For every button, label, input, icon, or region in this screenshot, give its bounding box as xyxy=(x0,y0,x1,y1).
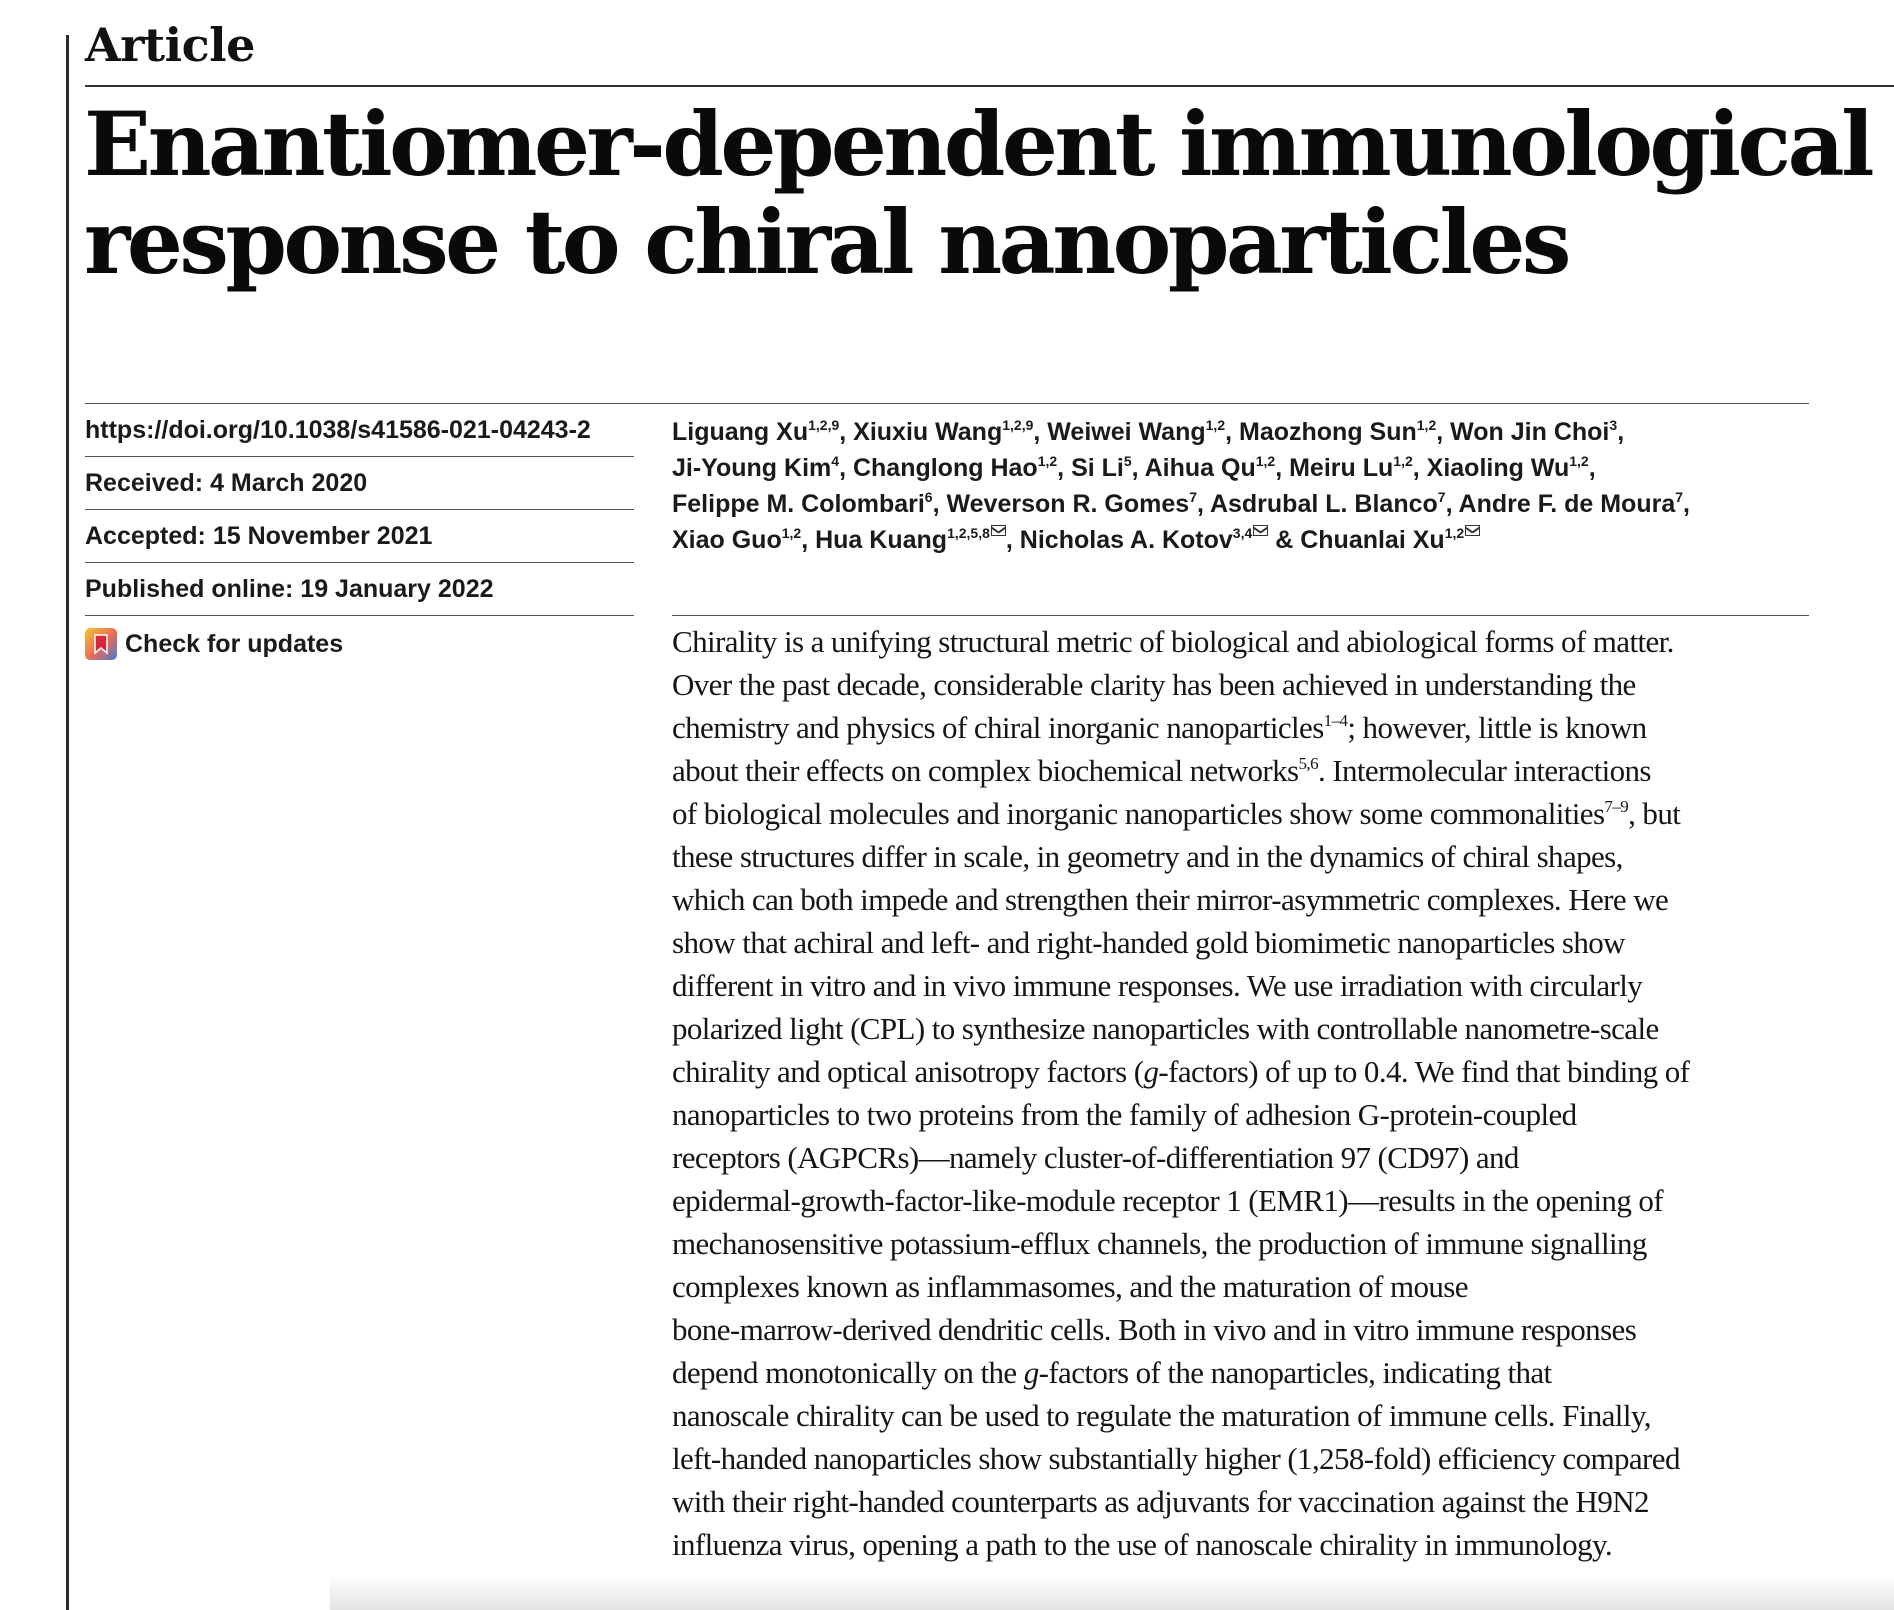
author-affiliation: 5 xyxy=(1123,453,1132,469)
abstract-text: which can both impede and strengthen their mirror-asymmetric complexes. Here we xyxy=(672,882,1669,917)
author-separator: , xyxy=(1275,454,1290,482)
author-separator: , xyxy=(1436,418,1451,446)
abstract-line xyxy=(672,749,1822,792)
author[interactable] xyxy=(1289,454,1413,482)
received-label: Received: xyxy=(85,469,204,497)
author-name[interactable]: Weverson R. Gomes xyxy=(946,490,1190,518)
abstract-text: ; however, little is known xyxy=(1347,710,1647,745)
abstract-text: about their effects on complex biochemical networks xyxy=(672,753,1299,788)
author-separator: , xyxy=(1588,454,1596,482)
author-affiliation: 1,2 xyxy=(781,525,802,541)
abstract-line xyxy=(672,1222,1822,1265)
abstract-text: , but xyxy=(1628,796,1681,831)
author[interactable] xyxy=(672,418,839,446)
email-icon[interactable] xyxy=(1253,525,1268,536)
abstract-line xyxy=(672,1093,1822,1136)
abstract-text: depend monotonically on the xyxy=(672,1355,1024,1390)
abstract-text: chirality and optical anisotropy factors ( xyxy=(672,1054,1144,1089)
published-label: Published online: xyxy=(85,575,294,603)
abstract-line xyxy=(672,1007,1822,1050)
italic-symbol: g xyxy=(1143,1054,1159,1089)
citation-reference: 1–4 xyxy=(1323,711,1348,730)
author-name[interactable]: Weiwei Wang xyxy=(1047,418,1206,446)
author-affiliation: 1,2 xyxy=(1255,453,1276,469)
author-affiliation: 6 xyxy=(924,489,933,505)
author-name[interactable]: Ji-Young Kim xyxy=(672,454,832,482)
author[interactable] xyxy=(1450,418,1617,446)
author-affiliation: 1,2 xyxy=(1037,453,1058,469)
author[interactable] xyxy=(1427,454,1589,482)
author-affiliation: 1,2 xyxy=(1416,417,1437,433)
abstract-text: different in vitro and in vivo immune responses. We use irradiation with circularly xyxy=(672,968,1643,1003)
author-name[interactable]: Felippe M. Colombari xyxy=(672,490,925,518)
left-margin-rule xyxy=(66,35,69,1610)
page-bottom-shadow xyxy=(330,1575,1894,1610)
abstract-text: complexes known as inflammasomes, and the maturation of mouse xyxy=(672,1269,1468,1304)
abstract-text: influenza virus, opening a path to the use of nanoscale chirality in immunology. xyxy=(672,1527,1613,1562)
email-icon[interactable] xyxy=(991,525,1006,536)
citation-reference: 5,6 xyxy=(1298,754,1318,773)
abstract-text: of biological molecules and inorganic nanoparticles show some commonalities xyxy=(672,796,1605,831)
abstract-line xyxy=(672,620,1822,663)
author-name[interactable]: Andre F. de Moura xyxy=(1458,490,1676,518)
section-label: Article xyxy=(85,18,255,72)
accepted-date-row xyxy=(85,510,634,563)
author-separator: , xyxy=(1005,526,1020,554)
author-separator: , xyxy=(839,418,854,446)
author-name[interactable]: Si Li xyxy=(1071,454,1124,482)
abstract-line xyxy=(672,1179,1822,1222)
author-name[interactable]: Hua Kuang xyxy=(815,526,948,554)
author[interactable] xyxy=(1020,526,1268,554)
author-name[interactable]: Xiao Guo xyxy=(672,526,782,554)
author[interactable] xyxy=(1145,454,1276,482)
author[interactable] xyxy=(853,454,1057,482)
author[interactable] xyxy=(1210,490,1446,518)
abstract-line xyxy=(672,663,1822,706)
abstract-line xyxy=(672,1308,1822,1351)
accepted-date: 15 November 2021 xyxy=(212,522,433,550)
author[interactable] xyxy=(1071,454,1132,482)
abstract-text: epidermal-growth-factor-like-module receptor 1 (EMR1)—results in the opening of xyxy=(672,1183,1664,1218)
author-affiliation: 1,2 xyxy=(1205,417,1226,433)
received-date-row xyxy=(85,457,634,510)
author[interactable] xyxy=(1239,418,1436,446)
abstract-line xyxy=(672,1136,1822,1179)
article-title xyxy=(84,92,1872,294)
abstract-line xyxy=(672,1480,1822,1523)
author-affiliation: 4 xyxy=(831,453,840,469)
email-icon[interactable] xyxy=(1465,525,1480,536)
author-separator: , xyxy=(1683,490,1690,518)
abstract-text: nanoparticles to two proteins from the family of adhesion G-protein-coupled xyxy=(672,1097,1577,1132)
author-affiliation: 7 xyxy=(1437,489,1446,505)
author-name[interactable]: Xiaoling Wu xyxy=(1426,454,1570,482)
abstract-text: bone-marrow-derived dendritic cells. Both in vivo and in vitro immune responses xyxy=(672,1312,1637,1347)
author[interactable] xyxy=(672,526,801,554)
author-affiliation: 3,4 xyxy=(1232,525,1253,541)
abstract-text: Chirality is a unifying structural metric of biological and abiological forms of matter. xyxy=(672,624,1674,659)
abstract-text: show that achiral and left- and right-handed gold biomimetic nanoparticles show xyxy=(672,925,1625,960)
header-divider xyxy=(85,85,1894,87)
author-name[interactable]: Changlong Hao xyxy=(852,454,1038,482)
author-separator: , xyxy=(1225,418,1240,446)
author-affiliation: 1,2 xyxy=(1393,453,1413,469)
author-name[interactable]: Chuanlai Xu xyxy=(1300,526,1445,554)
author[interactable] xyxy=(947,490,1197,518)
author[interactable] xyxy=(672,490,933,518)
author-affiliation: 1,2 xyxy=(1569,453,1589,469)
published-date-row xyxy=(85,563,634,616)
abstract-line xyxy=(672,1394,1822,1437)
abstract-line xyxy=(672,921,1822,964)
abstract-text: these structures differ in scale, in geometry and in the dynamics of chiral shapes, xyxy=(672,839,1623,874)
check-updates-label: Check for updates xyxy=(125,629,344,658)
author-separator: , xyxy=(1445,490,1459,518)
author-separator: , xyxy=(1131,454,1145,482)
abstract-line xyxy=(672,1050,1822,1093)
author-name[interactable]: Aihua Qu xyxy=(1144,454,1256,482)
abstract-line xyxy=(672,964,1822,1007)
title-line-2: response to chiral nanoparticles xyxy=(84,190,1568,294)
author-affiliation: 3 xyxy=(1609,417,1618,433)
author[interactable] xyxy=(815,526,1006,554)
author-affiliation: 1,2 xyxy=(1444,525,1465,541)
author[interactable] xyxy=(1300,526,1480,554)
title-line-1: Enantiomer-dependent immunological xyxy=(84,92,1872,196)
published-date: 19 January 2022 xyxy=(300,575,494,603)
author-affiliation: 7 xyxy=(1189,489,1197,505)
citation-reference: 7–9 xyxy=(1604,797,1629,816)
abstract-line xyxy=(672,1265,1822,1308)
abstract-line xyxy=(672,835,1822,878)
italic-symbol: g xyxy=(1023,1355,1039,1390)
author-affiliation: 1,2,9 xyxy=(1002,417,1034,433)
author-affiliation: 1,2,9 xyxy=(808,417,840,433)
author-name[interactable]: Liguang Xu xyxy=(672,418,809,446)
author-separator: , xyxy=(839,454,853,482)
author-affiliation: 1,2,5,8 xyxy=(947,525,990,541)
author-name[interactable]: Maozhong Sun xyxy=(1239,418,1417,446)
abstract-text: polarized light (CPL) to synthesize nanoparticles with controllable nanometre-scale xyxy=(672,1011,1659,1046)
accepted-label: Accepted: xyxy=(85,522,206,550)
author-name[interactable]: Meiru Lu xyxy=(1289,454,1394,482)
abstract-text: nanoscale chirality can be used to regulate the maturation of immune cells. Finally, xyxy=(672,1398,1651,1433)
author-name[interactable]: Won Jin Choi xyxy=(1450,418,1610,446)
author[interactable] xyxy=(1047,418,1225,446)
abstract-line xyxy=(672,1523,1822,1566)
abstract-line xyxy=(672,792,1822,835)
author-separator: , xyxy=(1033,418,1048,446)
author-separator: & xyxy=(1268,526,1301,554)
abstract-divider xyxy=(672,615,1809,616)
abstract-text: left-handed nanoparticles show substantially higher (1,258-fold) efficiency compared xyxy=(672,1441,1680,1476)
doi-link[interactable] xyxy=(85,404,634,457)
author-separator: , xyxy=(1412,454,1427,482)
abstract xyxy=(672,620,1822,1566)
article-metadata xyxy=(85,404,634,672)
author-name[interactable]: Asdrubal L. Blanco xyxy=(1209,490,1438,518)
check-for-updates-button[interactable] xyxy=(85,616,634,672)
author-separator: , xyxy=(1617,418,1625,446)
author-name[interactable]: Xiuxiu Wang xyxy=(853,418,1003,446)
abstract-text: -factors of the nanoparticles, indicating that xyxy=(1038,1355,1552,1390)
received-date: 4 March 2020 xyxy=(210,469,368,497)
author-affiliation: 7 xyxy=(1675,489,1684,505)
abstract-text: -factors) of up to 0.4. We find that binding of xyxy=(1158,1054,1690,1089)
abstract-text: receptors (AGPCRs)—namely cluster-of-differentiation 97 (CD97) and xyxy=(672,1140,1519,1175)
author-separator: , xyxy=(932,490,947,518)
abstract-text: Over the past decade, considerable clarity has been achieved in understanding the xyxy=(672,667,1636,702)
author[interactable] xyxy=(853,418,1033,446)
abstract-text: chemistry and physics of chiral inorganic nanoparticles xyxy=(672,710,1324,745)
abstract-text: with their right-handed counterparts as adjuvants for vaccination against the H9N2 xyxy=(672,1484,1649,1519)
author[interactable] xyxy=(672,454,839,482)
abstract-text: . Intermolecular interactions xyxy=(1317,753,1651,788)
author[interactable] xyxy=(1459,490,1683,518)
abstract-line xyxy=(672,1437,1822,1480)
author-separator: , xyxy=(801,526,816,554)
author-separator: , xyxy=(1196,490,1210,518)
check-updates-icon xyxy=(85,628,117,660)
abstract-line xyxy=(672,878,1822,921)
author-list xyxy=(672,414,1822,558)
author-separator: , xyxy=(1057,454,1072,482)
abstract-line xyxy=(672,706,1822,749)
abstract-text: mechanosensitive potassium-efflux channels, the production of immune signalling xyxy=(672,1226,1647,1261)
doi-text[interactable]: https://doi.org/10.1038/s41586-021-04243-2 xyxy=(85,416,591,444)
abstract-line xyxy=(672,1351,1822,1394)
author-name[interactable]: Nicholas A. Kotov xyxy=(1019,526,1233,554)
